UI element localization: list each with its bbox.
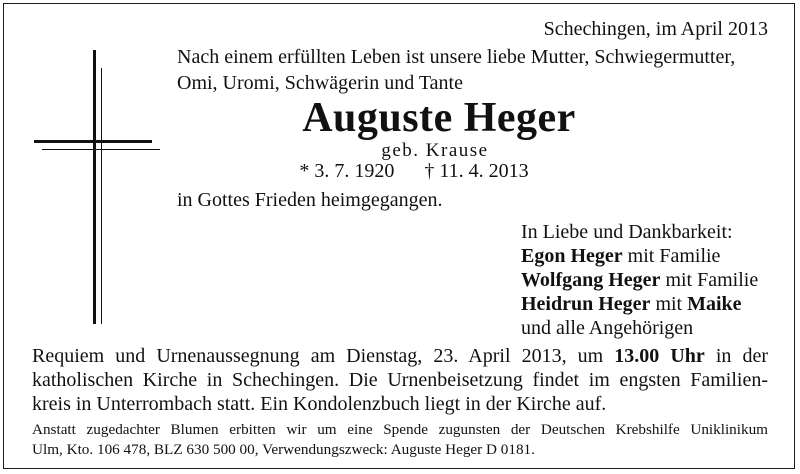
intro-line-1: Nach einem erfüllten Leben ist unsere liebe Mutter, Schwiegermutter, — [177, 46, 736, 68]
ceremony-line-1-end: in der — [704, 345, 768, 367]
mourner-suffix: mit — [650, 293, 688, 315]
mourner-name: Egon Heger — [521, 245, 623, 267]
intro-text — [177, 44, 735, 96]
ceremony-line-1-start: Requiem und Urnenaussegnung am Dienstag, 23. April 2013, um — [32, 345, 615, 367]
cross-vertical-bar — [93, 50, 96, 324]
mourners-block — [521, 220, 758, 340]
peace-text: in Gottes Frieden heimgegangen. — [177, 189, 443, 211]
mourner-name: Heidrun Heger — [521, 293, 651, 315]
maiden-name: geb. Krause — [381, 140, 489, 161]
mourner-extra-name: Maike — [687, 293, 742, 315]
mourner-row — [521, 268, 758, 292]
ceremony-line-2: katholischen Kirche in Schechingen. Die Urnenbeisetzung findet im engsten Familien- — [32, 369, 768, 391]
mourner-name: Wolfgang Heger — [521, 269, 661, 291]
mourners-closing: und alle Angehörigen — [521, 317, 694, 339]
life-dates — [0, 160, 800, 183]
ceremony-time: 13.00 Uhr — [614, 345, 705, 367]
mourner-suffix: mit Familie — [660, 269, 759, 291]
donation-line-2: Ulm, Kto. 106 478, BLZ 630 500 00, Verwendungszweck: Auguste Heger D 0181. — [32, 441, 535, 458]
mourner-row — [521, 292, 758, 316]
donation-line-1: Anstatt zugedachter Blumen erbitten wir um eine Spende zugunsten der Deutschen Krebshilfe Uniklinikum — [32, 421, 768, 438]
death-date: † 11. 4. 2013 — [424, 160, 529, 182]
mourner-row — [521, 244, 758, 268]
birth-date: * 3. 7. 1920 — [299, 160, 395, 182]
intro-line-2: Omi, Uromi, Schwägerin und Tante — [177, 72, 463, 94]
mourners-heading: In Liebe und Dankbarkeit: — [521, 221, 733, 243]
ceremony-text — [32, 344, 768, 416]
mourner-suffix: mit Familie — [622, 245, 721, 267]
deceased-name: Auguste Heger — [302, 95, 576, 141]
donation-text — [32, 420, 768, 460]
place-date: Schechingen, im April 2013 — [543, 18, 768, 40]
ceremony-line-3: kreis in Unterrombach statt. Ein Kondolenzbuch liegt in der Kirche auf. — [32, 393, 607, 415]
ceremony-line-1 — [32, 344, 768, 368]
